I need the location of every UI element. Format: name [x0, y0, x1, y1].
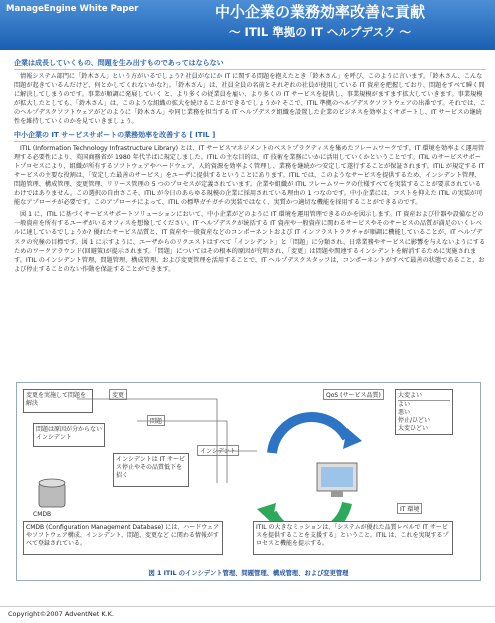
- paragraph: ITIL (Information Technology Infrastructure Library) とは、IT サービスマネジメントのベストプラクティスを集めたフレームワークです。IT 環境を効率よく運用管理する必要性により、英国商務省が 1980 年代半ばに規定しました。ITIL の主な目的は、IT 技術を業務にいかに活用していくかということです。ITIL のサービスサポートプロセスにより、組織が所有するソフトウェアやハードウェア、人的資源を効率よく管理し、業務を継続かつ安定して遂行することが保証されます。ITIL が規定する IT サービスの主要な役割は、「安定した最善のサービス」をユーザに提供するということにあります。ITIL では、このようなサービスを提供するため、インシデント管理、問題管理、構成管理、変更管理、リリース管理の 5 つのプロセスが定義されています。企業や組織が ITIL フレームワークの仕様すべてを実装することが要求されているわけではありません。この選択の自由さこそ、ITIL が今日のあらゆる規模の企業に採用されている理由の 1 つなのです。中小企業には、コストを抑えた ITIL の実装が可能なアプローチが必要です。このアプローチによって、ITIL の標準ガチガチの実装ではなく、実質かつ適切な機能を採用することができるのです。: [14, 144, 485, 207]
- article-body: [14, 56, 486, 277]
- section-heading-2: 中小企業の IT サービスサポートの業務効率を改善する [ ITIL ]: [14, 130, 486, 142]
- incident-label: インシデント: [197, 445, 239, 456]
- mission-note-box: ITIL の大きなミッションは、「システムが優れた品質レベルで IT サービスを提供することを支援する」ということ。ITIL は、これを実現するプロセスと機能を提示する。: [253, 521, 453, 555]
- quality-level-selected: 大変よい: [398, 392, 450, 401]
- cmdb-label: CMDB: [33, 511, 52, 518]
- quality-level: よい: [398, 401, 411, 408]
- it-environment-label: IT 環境: [397, 503, 422, 514]
- footer-divider: [0, 606, 495, 607]
- change-note-box: 変更を実施して問題を解決: [23, 389, 93, 413]
- quality-level: 停止/ひどい: [398, 417, 431, 424]
- change-label: 変更: [109, 389, 127, 400]
- quality-level: 大変ひどい: [398, 425, 429, 432]
- page-title: 中小企業の業務効率改善に貢献: [214, 3, 425, 21]
- header-banner: [0, 0, 495, 50]
- page-subtitle: ～ ITIL 準拠の IT ヘルプデスク ～: [229, 25, 411, 39]
- figure-itil-diagram: [16, 382, 481, 581]
- incident-note-box: インシデントは IT サービス停止やその品質低下を招く: [113, 453, 189, 487]
- figure-caption: 図 1 ITIL のインシデント管理、問題管理、構成管理、および変更管理: [148, 570, 349, 577]
- brand-label: ManageEngine White Paper: [6, 4, 139, 14]
- cmdb-note-box: CMDB (Configuration Management Database) には、ハードウェアやソフトウェア構成、インシデント、問題、変更など に関わる情報がすべて登録されている。: [23, 521, 223, 555]
- problem-note-box: 問題は原因が分からないインシデント: [33, 423, 105, 447]
- paragraph: 情報システム部門に「鈴木さん」という方がいるでしょう? 社員がなにか IT に関する問題を抱えたとき「鈴木さん」を呼び、このように言います。「鈴木さん、こんな問題が起きているんだけど、何とかしてくれないかな?」。「鈴木さん」は、社員全員の名前とそれぞれの社員が使用している IT 資産を把握しており、問題をすべて瞬く間に解決してしまうのです。事業が順調に発展していく と、より多くの従業員を雇い、より多くの IT サービスを提供し、事業規模がますます拡大していきます。事業規模が拡大したとしても、「鈴木さん」は、このような組織の拡大を続けることができるでしょうか? そこで、ITIL 準拠のヘルプデスクソフトウェアの出番です。それでは、このヘルプデスクソフトウェアがどのように「鈴木さん」や同じ業務を担当する IT ヘルプデスク組織を設置した企業のビジネスを効率よくサポートし、IT サービスの継続性を維持していくのかを見ていきましょう。: [14, 73, 486, 126]
- problem-label: 問題: [147, 415, 165, 426]
- section-heading-1: 企業は成長していくもの、問題を生み出すものであってはならない: [14, 58, 486, 70]
- copyright-footer: Copyright©2007 AdventNet K.K.: [8, 610, 114, 618]
- qos-label: QoS (サービス品質): [323, 389, 384, 400]
- paragraph: 図 1 に、ITIL に基づくサービスサポートソリューションにおいて、中小企業がどのように IT 環境を運用管理できるのかを図示します。IT 資産および什器や設備などの一般資産を所有するユーザがいるオフィスを想像してください。IT ヘルプデスクが統括する IT 資産や一般資産に関わるサービスやそのサービスの品質が満足のいくレベルに達しているでしょうか? 優れたサービス品質と、IT 資産や一般資産などのコンポーネントおよび IT インフラストラクチャが順調に機能していることが、IT ヘルプデスクの究極の目標です。図 1 に示すように、ユーザからのリクエストはすべて「インシデント」と「問題」に分類され、日常業務やサービスに影響を与えないようにするためのワークアラウンド(回避策)が提示されます。「問題」についてはその根本的原因が究明され、「変更」は問題や関連するインシデントを解消するために実施されます。ITIL のインシデント管理、問題管理、構成管理、および変更管理を活用することで、IT ヘルプデスクスタッフは、コンポーネントがすべて最善の状態であること、および停止することのない作動を保証することができます。: [14, 211, 486, 273]
- quality-level: 悪い: [398, 409, 411, 416]
- quality-scale-box: [395, 389, 453, 435]
